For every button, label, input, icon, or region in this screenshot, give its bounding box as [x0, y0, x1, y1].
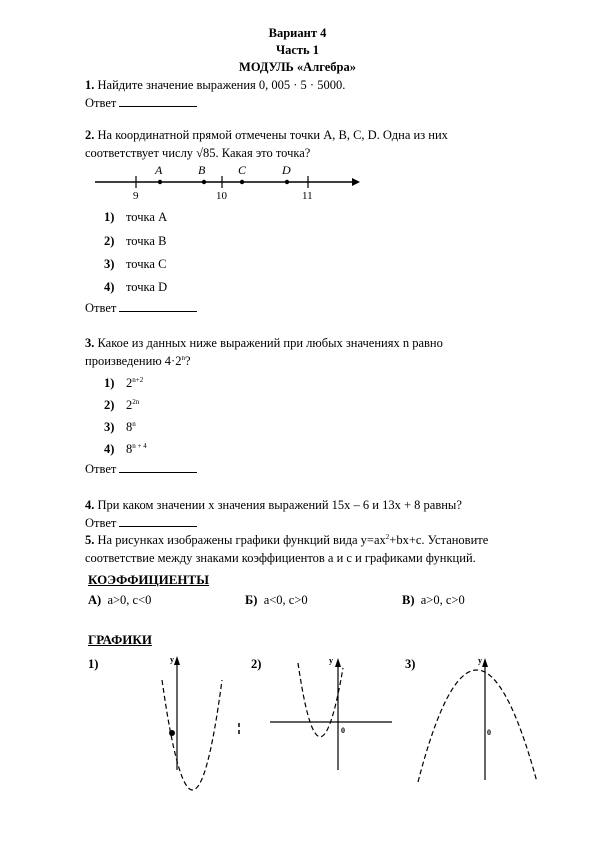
exponent: 2n — [132, 398, 140, 406]
coef-b — [245, 593, 308, 608]
parabola — [298, 663, 343, 737]
base: 8 — [126, 442, 133, 457]
option-number: 2) — [104, 398, 115, 413]
origin-dot — [169, 730, 175, 736]
arrow-icon — [482, 658, 488, 667]
answer-label: Ответ — [85, 516, 117, 530]
answer-line[interactable] — [119, 462, 197, 473]
point-d — [285, 180, 289, 184]
text: произведению 4·2 — [85, 354, 182, 369]
question-number: 4. — [85, 498, 95, 512]
option-number: 4) — [104, 280, 115, 294]
option-3[interactable] — [104, 257, 166, 272]
coef-text: a>0, c>0 — [420, 593, 465, 607]
answer-field-4[interactable] — [85, 516, 197, 531]
graph-3 — [418, 658, 537, 782]
arrow-icon — [335, 658, 341, 667]
option-number: 1) — [104, 376, 115, 391]
answer-label: Ответ — [85, 96, 117, 110]
graph-2-origin-label: 0 — [341, 726, 345, 735]
point-label-d: D — [282, 163, 291, 177]
point-a — [158, 180, 162, 184]
question-3-line-1 — [85, 336, 443, 351]
graph-label-2: 2) — [251, 657, 262, 671]
coef-c — [402, 593, 465, 608]
graph-label-1: 1) — [88, 657, 99, 671]
option-text: точка D — [126, 280, 168, 294]
coefficients-title: КОЭФФИЦИЕНТЫ — [88, 572, 209, 587]
answer-label: Ответ — [85, 301, 117, 315]
question-number: 5. — [85, 533, 95, 548]
graphs-title: ГРАФИКИ — [88, 632, 152, 647]
exponent: n — [181, 354, 185, 362]
coef-text: a<0, c>0 — [263, 593, 308, 607]
exponent: 2 — [385, 533, 390, 541]
option-4[interactable] — [104, 442, 147, 457]
question-2-line-2: соответствует числу √85. Какая это точка? — [85, 146, 311, 160]
coef-label: В) — [402, 593, 415, 607]
question-number: 1. — [85, 78, 95, 92]
question-text: Какое из данных ниже выражений при любых значениях n равно — [97, 336, 443, 350]
variant-title: Вариант 4 — [268, 26, 327, 40]
question-number: 2. — [85, 128, 95, 142]
question-5-line-1 — [85, 533, 488, 548]
option-text: точка C — [126, 257, 167, 271]
tick-label-9: 9 — [133, 190, 139, 202]
arrow-icon — [174, 656, 180, 665]
graph-3-origin-label: 0 — [487, 728, 491, 737]
module-title: МОДУЛЬ «Алгебра» — [239, 60, 356, 74]
option-number: 3) — [104, 420, 115, 435]
answer-line[interactable] — [119, 301, 197, 312]
question-text: На рисунках изображены графики функций вида y=ax — [97, 533, 386, 548]
question-5-line-2: соответствие между знаками коэффициентов a и c и графиками функций. — [85, 551, 476, 565]
option-3[interactable] — [104, 420, 136, 435]
point-b — [202, 180, 206, 184]
graph-3-y-label: y — [478, 656, 482, 665]
answer-field-3[interactable] — [85, 462, 197, 477]
option-number: 1) — [104, 210, 115, 224]
option-4[interactable] — [104, 280, 167, 295]
exponent: n + 4 — [132, 442, 147, 450]
arrow-icon — [352, 178, 360, 186]
point-label-b: B — [198, 163, 206, 177]
base: 2 — [126, 398, 133, 413]
option-text: точка A — [126, 210, 168, 224]
point-label-a: A — [155, 163, 163, 177]
graph-1-y-label: y — [170, 655, 174, 664]
point-label-c: C — [238, 163, 247, 177]
question-text: +bx+c. Установите — [389, 533, 489, 548]
answer-line[interactable] — [119, 516, 197, 527]
question-4 — [85, 498, 462, 513]
answer-field-2[interactable] — [85, 301, 197, 316]
question-text: Найдите значение выражения 0, 005 · 5 · 5000. — [97, 78, 346, 92]
option-2[interactable] — [104, 398, 139, 413]
coef-text: a>0, c<0 — [107, 593, 152, 607]
text: ? — [184, 354, 191, 369]
coef-a — [88, 593, 151, 608]
graph-label-3: 3) — [405, 657, 416, 671]
base: 8 — [126, 420, 133, 435]
question-3-line-2 — [85, 354, 191, 369]
base: 2 — [126, 376, 133, 391]
question-text: При каком значении x значения выражений 15x – 6 и 13x + 8 равны? — [97, 498, 462, 512]
option-text: точка B — [126, 234, 167, 248]
question-text: На координатной прямой отмечены точки A, B, C, D. Одна из них — [97, 128, 448, 142]
option-number: 2) — [104, 234, 115, 248]
number-line — [95, 176, 360, 188]
option-1[interactable] — [104, 376, 143, 391]
exponent: n — [132, 420, 136, 428]
tick-label-10: 10 — [216, 190, 227, 202]
part-title: Часть 1 — [275, 43, 320, 57]
question-number: 3. — [85, 336, 95, 350]
parabola — [418, 670, 537, 782]
option-number: 3) — [104, 257, 115, 271]
exponent: n+2 — [132, 376, 144, 384]
graph-2 — [270, 658, 392, 770]
point-c — [240, 180, 244, 184]
coef-label: Б) — [245, 593, 258, 607]
graph-1 — [162, 656, 222, 790]
option-1[interactable] — [104, 210, 167, 225]
graph-2-y-label: y — [329, 656, 333, 665]
option-2[interactable] — [104, 234, 166, 249]
tick-label-11: 11 — [302, 190, 313, 202]
coef-label: А) — [88, 593, 102, 607]
answer-label: Ответ — [85, 462, 117, 476]
option-number: 4) — [104, 442, 115, 457]
